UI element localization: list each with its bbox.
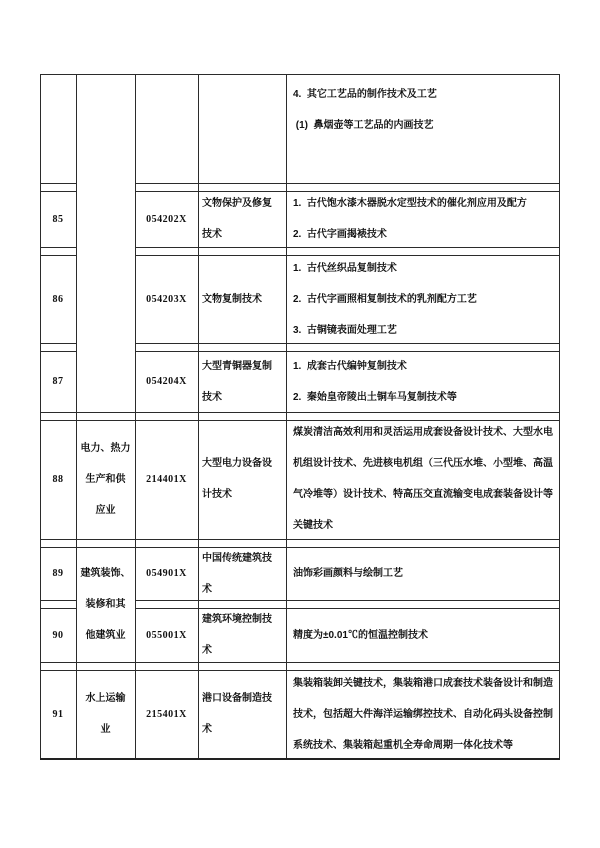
code-cell: 054202X: [146, 213, 187, 225]
text-line: 3. 古铜镜表面处理工艺: [293, 324, 397, 336]
text-line: 大型青铜器复制: [202, 360, 272, 372]
text-line: 系统技术、集装箱起重机全寿命周期一体化技术等: [293, 739, 513, 751]
row-number: 89: [52, 568, 64, 579]
table-border-h: [40, 74, 560, 75]
text-line: 2. 古代字画揭裱技术: [293, 229, 387, 240]
description-cell: [293, 351, 557, 412]
description-cell: [293, 255, 557, 343]
industry-cell: [77, 547, 134, 662]
text-line: 大型电力设备设: [202, 458, 272, 469]
tech-name-cell: [202, 351, 284, 412]
text-line: 1. 古代饱水漆木器脱水定型技术的催化剂应用及配方: [293, 198, 527, 209]
description-cell: [293, 79, 557, 181]
table-border-h: [135, 183, 560, 184]
row-number: 87: [52, 376, 64, 387]
table-border-v: [559, 74, 560, 760]
text-line: 术: [202, 645, 212, 656]
table-border-h: [40, 247, 77, 248]
text-line: 他建筑业: [85, 630, 126, 641]
text-line: 集装箱装卸关键技术，集装箱港口成套技术装备设计和制造: [293, 677, 553, 689]
description-cell: [293, 670, 557, 758]
tech-name-cell: [202, 255, 284, 343]
text-line: 精度为±0.01℃的恒温控制技术: [293, 629, 428, 641]
text-line: 术: [202, 724, 212, 735]
text-line: 技术，包括超大件海洋运输绑控技术、自动化码头设备控制: [293, 708, 553, 720]
description-cell: [293, 420, 557, 538]
industry-cell: [77, 420, 134, 538]
text-line: 港口设备制造技: [202, 693, 272, 704]
text-line: 文物复制技术: [202, 293, 262, 305]
text-line: 1. 成套古代编钟复制技术: [293, 360, 407, 372]
text-line: 4. 其它工艺品的制作技术及工艺: [293, 89, 437, 100]
text-line: 气冷堆等）设计技术、特高压交直流输变电成套装备设计等: [293, 489, 553, 500]
text-line: 生产和供: [85, 473, 126, 485]
row-number: 86: [52, 293, 64, 305]
text-line: 煤炭清洁高效利用和灵活运用成套设备设计技术、大型水电: [293, 427, 553, 438]
text-line: 术: [202, 583, 212, 595]
text-line: 中国传统建筑技: [202, 552, 272, 564]
text-line: 业: [100, 724, 111, 735]
row-number: 90: [52, 629, 64, 641]
code-cell: 054901X: [146, 568, 187, 579]
tech-name-cell: [202, 608, 284, 662]
text-line: 机组设计技术、先进核电机组（三代压水堆、小型堆、高温: [293, 458, 553, 469]
table-border-h: [40, 662, 560, 663]
tech-name-cell: [202, 547, 284, 600]
tech-name-cell: [202, 191, 284, 247]
row-number: 85: [52, 213, 64, 225]
code-cell: 054203X: [146, 293, 187, 305]
text-line: (1) 鼻烟壶等工艺品的内画技艺: [293, 120, 434, 131]
tech-name-cell: [202, 670, 284, 758]
code-cell: 054204X: [146, 376, 187, 387]
table-border-h: [40, 183, 77, 184]
industry-cell: [77, 670, 134, 758]
description-cell: [293, 547, 557, 600]
text-line: 2. 古代字画照相复制技术的乳剂配方工艺: [293, 293, 477, 305]
text-line: 油饰彩画颜料与绘制工艺: [293, 568, 403, 579]
text-line: 建筑环境控制技: [202, 614, 272, 625]
text-line: 1. 古代丝织品复制技术: [293, 262, 397, 274]
table-border-h: [40, 600, 77, 601]
text-line: 关键技术: [293, 520, 333, 531]
description-cell: [293, 608, 557, 662]
code-cell: 215401X: [146, 708, 187, 720]
table-border-v: [286, 74, 287, 760]
text-line: 技术: [202, 391, 222, 403]
row-number: 88: [52, 473, 64, 485]
text-line: 计技术: [202, 489, 232, 500]
text-line: 水上运输: [85, 693, 126, 704]
text-line: 装修和其: [85, 599, 126, 610]
text-line: 技术: [202, 229, 222, 240]
row-number: 91: [52, 708, 64, 720]
text-line: 2. 秦始皇帝陵出土铜车马复制技术等: [293, 391, 457, 403]
text-line: 文物保护及修复: [202, 198, 272, 209]
text-line: 应业: [95, 504, 116, 516]
table-border-h: [40, 343, 77, 344]
tech-name-cell: [202, 420, 284, 538]
table-border-v: [198, 74, 199, 760]
text-line: 建筑装饰、: [80, 568, 131, 579]
code-cell: 055001X: [146, 629, 187, 641]
table-border-h: [135, 600, 560, 601]
code-cell: 214401X: [146, 473, 187, 485]
description-cell: [293, 191, 557, 247]
text-line: 电力、热力: [80, 442, 131, 454]
